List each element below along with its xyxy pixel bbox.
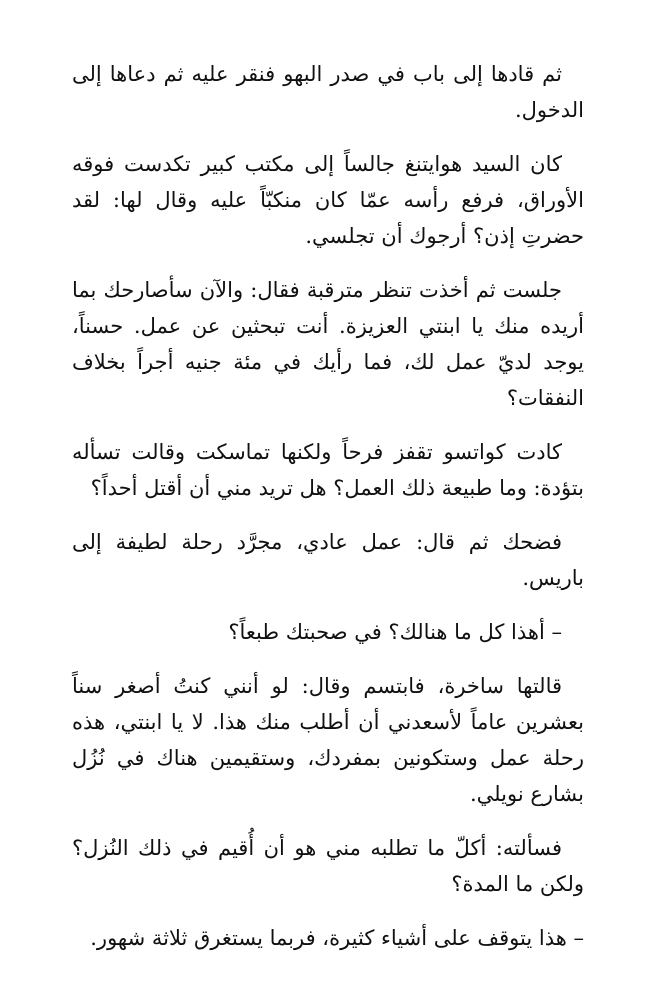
paragraph: جلست ثم أخذت تنظر مترقبة فقال: والآن سأصارحك بما أريده منك يا ابنتي العزيزة. أنت تبحثين عن عمل. حسناً، يوجد لديّ عمل لك، فما رأيك في مئة جنيه أجراً بخلاف النفقات؟ — [72, 278, 584, 410]
paragraph: كان السيد هوايتنغ جالساً إلى مكتب كبير تكدست فوقه الأوراق، فرفع رأسه عمّا كان منكبّاً عليه وقال لها: لقد حضرتِ إذن؟ أرجوك أن تجلسي. — [72, 152, 584, 248]
book-page — [72, 56, 584, 974]
paragraph: قالتها ساخرة، فابتسم وقال: لو أنني كنتُ أصغر سناً بعشرين عاماً لأسعدني أن أطلب منك هذا. لا يا ابنتي، هذه رحلة عمل وستكونين بمفردك، وستقيمين هناك في نُزُل بشارع نويلي. — [72, 674, 584, 806]
paragraph: كادت كواتسو تقفز فرحاً ولكنها تماسكت وقالت تسأله بتؤدة: وما طبيعة ذلك العمل؟ هل تريد مني أن أقتل أحداً؟ — [72, 440, 584, 500]
paragraph: ثم قادها إلى باب في صدر البهو فنقر عليه ثم دعاها إلى الدخول. — [72, 62, 584, 122]
paragraph: فسألته: أكلّ ما تطلبه مني هو أن أُقيم في ذلك النُزل؟ ولكن ما المدة؟ — [72, 836, 584, 896]
paragraph: فضحك ثم قال: عمل عادي، مجرَّد رحلة لطيفة إلى باريس. — [72, 530, 584, 590]
paragraph-dialogue: – أهذا كل ما هنالك؟ في صحبتك طبعاً؟ — [228, 620, 562, 644]
paragraph-dialogue: – هذا يتوقف على أشياء كثيرة، فربما يستغرق ثلاثة شهور. — [90, 926, 584, 950]
